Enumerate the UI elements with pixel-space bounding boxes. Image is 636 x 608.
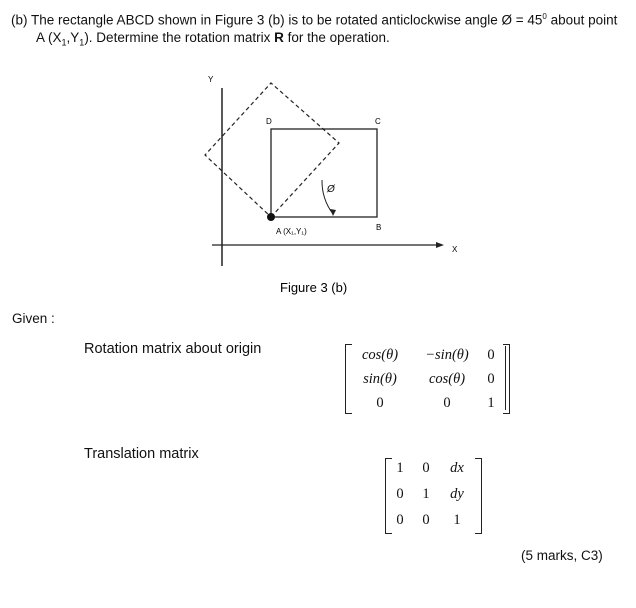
rot-cell: 0: [443, 395, 451, 411]
left-bracket: [345, 344, 352, 414]
trans-cell: 0: [396, 486, 404, 502]
angle-symbol-label: Ø: [327, 184, 335, 195]
figure-caption: Figure 3 (b): [280, 280, 348, 295]
rot-cell: cos(θ): [428, 371, 466, 387]
vertex-c-label: C: [375, 117, 381, 126]
trans-cell: 1: [396, 460, 404, 476]
translation-matrix-label: Translation matrix: [84, 446, 199, 462]
vertex-b-label: B: [376, 223, 382, 232]
rotation-matrix-label: Rotation matrix about origin: [84, 341, 262, 357]
rot-cell: 0: [487, 347, 495, 363]
bracket-inner-line: [505, 346, 506, 410]
rot-cell: sin(θ): [363, 371, 397, 387]
trans-cell: dy: [450, 486, 464, 502]
trans-cell: 0: [422, 512, 430, 528]
trans-cell: 1: [422, 486, 430, 502]
marks-label: (5 marks, C3): [521, 548, 603, 563]
rot-cell: 0: [487, 371, 495, 387]
trans-cell: 0: [396, 512, 404, 528]
vertex-d-label: D: [266, 117, 272, 126]
rectangle-abcd: [271, 129, 377, 217]
rotated-rectangle: [205, 83, 339, 217]
angle-arrow-icon: [330, 209, 336, 216]
trans-cell: 0: [422, 460, 430, 476]
x-axis-label: X: [452, 245, 458, 254]
trans-cell: 1: [453, 512, 461, 528]
x-axis-arrow-icon: [436, 242, 444, 248]
trans-cell: dx: [450, 460, 464, 476]
rot-cell: 1: [487, 395, 495, 411]
point-a-marker: [267, 213, 275, 221]
question-line-1: (b) The rectangle ABCD shown in Figure 3 (b) is to be rotated anticlockwise angle Ø = $45^0$ about point: [11, 12, 618, 28]
question-line-2: A $(X_1,Y_1)$. Determine the rotation matrix R for the operation.: [36, 30, 390, 48]
point-a-label: A (X₁,Y₁): [276, 227, 307, 236]
given-label: Given :: [12, 311, 55, 326]
translation-matrix: [385, 458, 483, 532]
y-axis-label: Y: [208, 75, 214, 84]
right-bracket: [475, 458, 482, 534]
rot-cell: −sin(θ): [425, 347, 469, 363]
rot-cell: 0: [376, 395, 384, 411]
rot-cell: cos(θ): [361, 347, 399, 363]
rotation-matrix: [345, 344, 515, 414]
